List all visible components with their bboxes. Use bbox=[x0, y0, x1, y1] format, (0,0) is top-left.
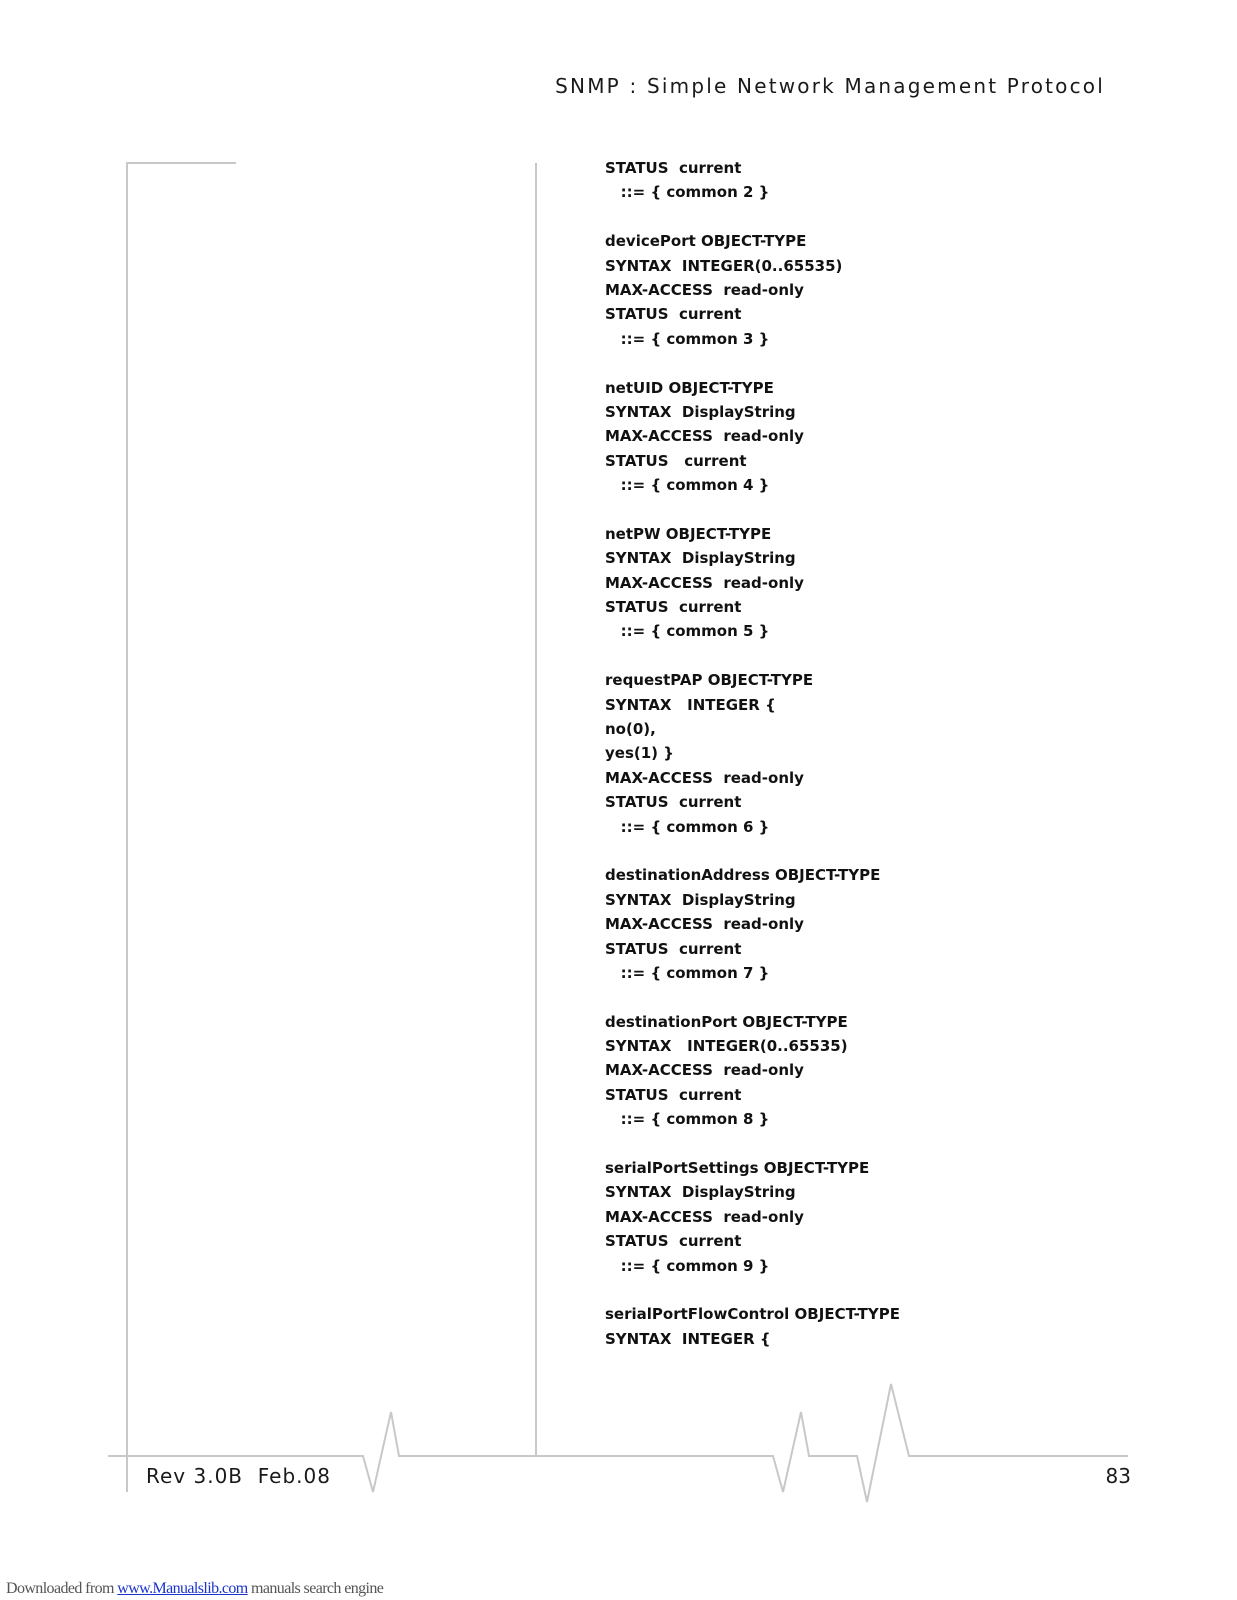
code-line: STATUS current bbox=[605, 793, 742, 812]
page-header-title: SNMP : Simple Network Management Protocol bbox=[555, 74, 1105, 98]
left-margin-rule bbox=[127, 163, 236, 1492]
code-block-gap bbox=[605, 985, 1145, 1009]
download-attribution bbox=[6, 1580, 383, 1598]
code-line: MAX-ACCESS read-only bbox=[605, 1061, 804, 1080]
code-block-gap bbox=[605, 1132, 1145, 1156]
code-line: SYNTAX DisplayString bbox=[605, 1183, 796, 1202]
code-block-gap bbox=[605, 497, 1145, 521]
code-line: serialPortFlowControl OBJECT-TYPE bbox=[605, 1305, 900, 1324]
code-line: MAX-ACCESS read-only bbox=[605, 427, 804, 446]
code-block-gap bbox=[605, 351, 1145, 375]
manualslib-link[interactable]: www.Manualslib.com bbox=[117, 1580, 248, 1597]
code-line: STATUS current bbox=[605, 305, 742, 324]
code-line: SYNTAX INTEGER(0..65535) bbox=[605, 1037, 848, 1056]
code-line: ::= { common 2 } bbox=[605, 183, 770, 202]
code-line: MAX-ACCESS read-only bbox=[605, 915, 804, 934]
code-line: SYNTAX DisplayString bbox=[605, 890, 796, 909]
code-line: STATUS current bbox=[605, 159, 742, 177]
download-suffix: manuals search engine bbox=[247, 1580, 384, 1597]
code-line: ::= { common 6 } bbox=[605, 817, 770, 836]
code-line: yes(1) } bbox=[605, 744, 674, 763]
code-line: STATUS current bbox=[605, 939, 742, 958]
code-line: no(0), bbox=[605, 719, 656, 738]
code-line: STATUS current bbox=[605, 1085, 742, 1104]
code-line: MAX-ACCESS read-only bbox=[605, 280, 804, 299]
footer-revision: Rev 3.0B Feb.08 bbox=[146, 1464, 331, 1488]
code-line: STATUS current bbox=[605, 598, 742, 617]
code-line: destinationPort OBJECT-TYPE bbox=[605, 1012, 848, 1031]
code-block-gap bbox=[605, 644, 1145, 668]
code-line: ::= { common 4 } bbox=[605, 476, 770, 495]
code-line: SYNTAX INTEGER { bbox=[605, 1329, 771, 1348]
code-line: MAX-ACCESS read-only bbox=[605, 573, 804, 592]
code-line: ::= { common 3 } bbox=[605, 329, 770, 348]
code-line: serialPortSettings OBJECT-TYPE bbox=[605, 1159, 870, 1178]
code-line: SYNTAX INTEGER(0..65535) bbox=[605, 256, 843, 275]
code-line: ::= { common 8 } bbox=[605, 1110, 770, 1129]
code-block-gap bbox=[605, 205, 1145, 229]
code-line: ::= { common 7 } bbox=[605, 963, 770, 982]
code-block-gap bbox=[605, 839, 1145, 863]
mib-code-block bbox=[605, 156, 1145, 1351]
download-prefix: Downloaded from bbox=[6, 1580, 118, 1597]
code-line: STATUS current bbox=[605, 451, 747, 470]
code-line: MAX-ACCESS read-only bbox=[605, 768, 804, 787]
code-block-gap bbox=[605, 1278, 1145, 1302]
code-line: SYNTAX INTEGER { bbox=[605, 695, 776, 714]
code-line: SYNTAX DisplayString bbox=[605, 402, 796, 421]
code-line: SYNTAX DisplayString bbox=[605, 549, 796, 568]
code-line: ::= { common 9 } bbox=[605, 1256, 770, 1275]
code-line: netPW OBJECT-TYPE bbox=[605, 524, 772, 543]
code-line: netUID OBJECT-TYPE bbox=[605, 378, 774, 397]
code-line: STATUS current bbox=[605, 1232, 742, 1251]
code-line: requestPAP OBJECT-TYPE bbox=[605, 671, 814, 690]
code-line: MAX-ACCESS read-only bbox=[605, 1207, 804, 1226]
footer-page-number: 83 bbox=[1105, 1464, 1131, 1488]
code-line: devicePort OBJECT-TYPE bbox=[605, 232, 807, 251]
code-line: ::= { common 5 } bbox=[605, 622, 770, 641]
code-line: destinationAddress OBJECT-TYPE bbox=[605, 866, 881, 885]
